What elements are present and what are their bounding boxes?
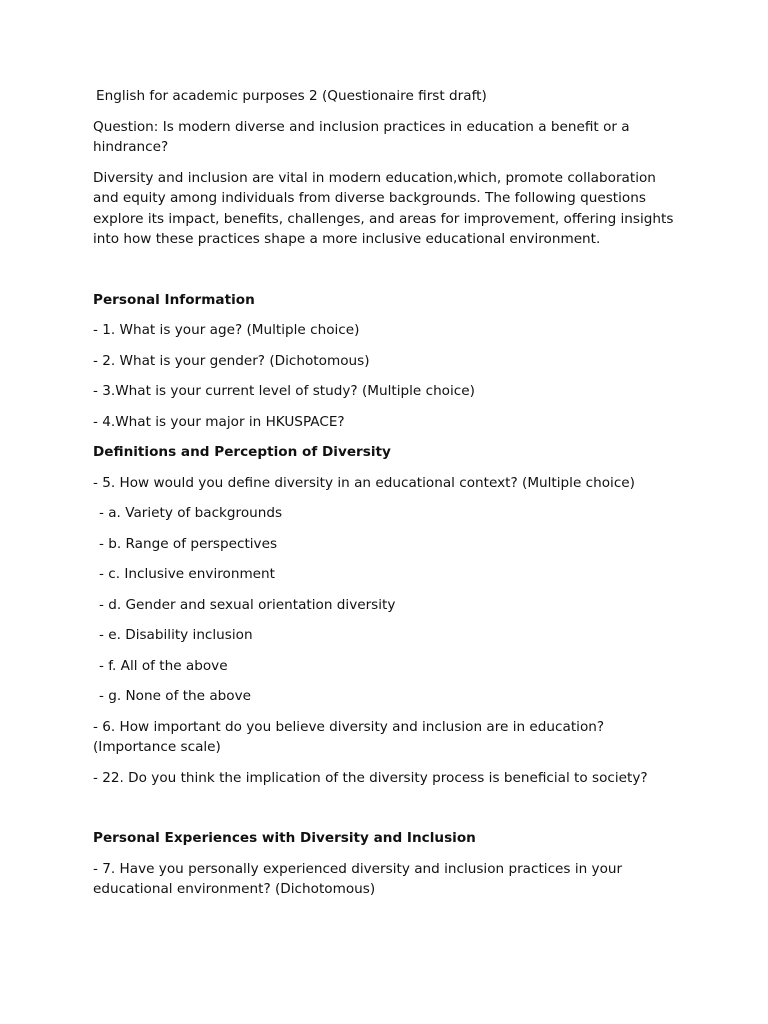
question-6: - 6. How important do you believe diversity and inclusion are in education? (Importance scale) bbox=[93, 718, 605, 755]
section-heading-personal-information: Personal Information bbox=[93, 291, 255, 308]
spacer bbox=[93, 798, 683, 828]
option-d: - d. Gender and sexual orientation diversity bbox=[99, 596, 396, 613]
document-title: English for academic purposes 2 (Questionaire first draft) bbox=[96, 88, 487, 104]
option-c: - c. Inclusive environment bbox=[99, 566, 275, 582]
question-2: - 2. What is your gender? (Dichotomous) bbox=[93, 352, 370, 369]
intro-paragraph: Diversity and inclusion are vital in modern education,which, promote collaboration and equity among individuals from diverse backgrounds. The following questions explore its impact, benefits, challenges, and areas for improvement, offering insights into how these practices shape a more inclusive educational environment. bbox=[93, 169, 674, 247]
spacer bbox=[93, 260, 683, 290]
option-b: - b. Range of perspectives bbox=[99, 535, 278, 552]
question-7: - 7. Have you personally experienced diversity and inclusion practices in your educational environment? (Dichotomous) bbox=[93, 860, 623, 897]
option-a: - a. Variety of backgrounds bbox=[99, 505, 283, 521]
question-3: - 3.What is your current level of study? (Multiple choice) bbox=[93, 383, 475, 399]
section-heading-personal-experiences: Personal Experiences with Diversity and Inclusion bbox=[93, 830, 476, 846]
option-g: - g. None of the above bbox=[99, 688, 252, 704]
option-f: - f. All of the above bbox=[99, 657, 228, 674]
question-5: - 5. How would you define diversity in an educational context? (Multiple choice) bbox=[93, 474, 635, 491]
research-question: Question: Is modern diverse and inclusion practices in education a benefit or a hindrance? bbox=[93, 118, 630, 155]
section-heading-definitions: Definitions and Perception of Diversity bbox=[93, 444, 391, 460]
document-body bbox=[93, 86, 683, 910]
question-22: - 22. Do you think the implication of the diversity process is beneficial to society? bbox=[93, 769, 648, 786]
option-e: - e. Disability inclusion bbox=[99, 627, 253, 643]
question-4: - 4.What is your major in HKUSPACE? bbox=[93, 413, 345, 430]
question-1: - 1. What is your age? (Multiple choice) bbox=[93, 322, 360, 338]
